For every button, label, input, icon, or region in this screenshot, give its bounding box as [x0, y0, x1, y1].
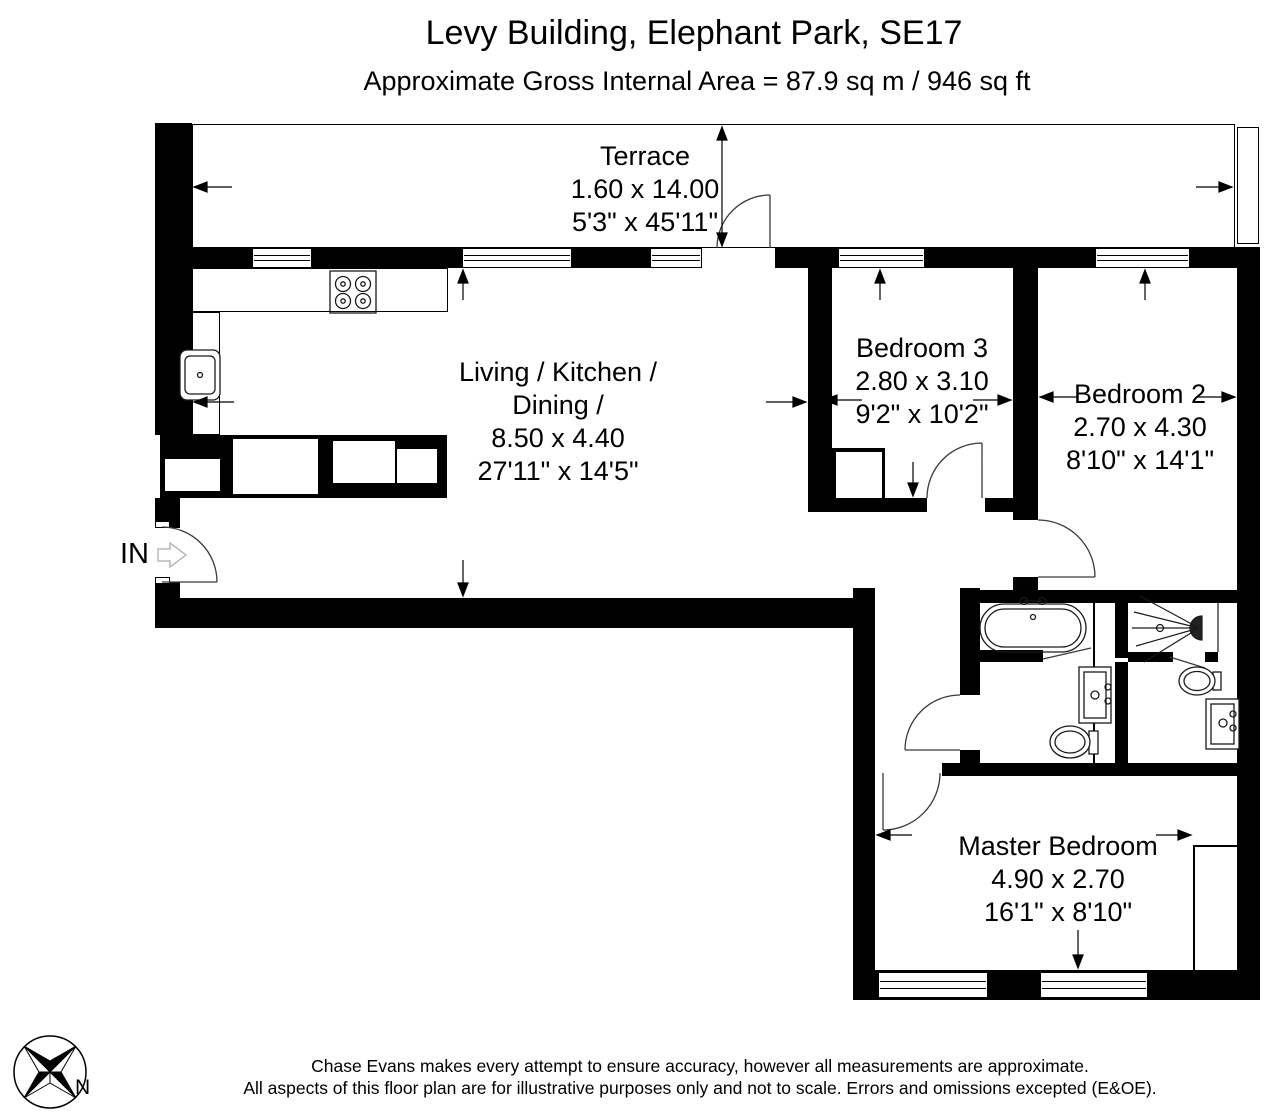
room-name: Living / Kitchen /: [458, 357, 658, 387]
room-name: Terrace: [599, 141, 691, 171]
room-name: Bedroom 2: [1073, 379, 1207, 409]
page-subtitle: Approximate Gross Internal Area = 87.9 sq m / 946 sq ft: [363, 66, 1031, 96]
entry-arrow-icon: [158, 543, 186, 567]
terrace-door-arc: [717, 195, 770, 248]
bedroom3-door-arc: [927, 443, 982, 498]
room-name: Dining /: [512, 390, 604, 420]
ensuite-door-leaf: [1170, 657, 1205, 668]
bedroom3-label: [855, 332, 989, 431]
room-imperial: 9'2" x 10'2": [855, 399, 989, 429]
shower-icon: [1132, 596, 1218, 662]
living-label: [459, 356, 657, 488]
room-metric: 4.90 x 2.70: [991, 864, 1125, 894]
room-metric: 1.60 x 14.00: [570, 174, 720, 204]
toilet-icon: [1050, 726, 1098, 758]
room-metric: 2.70 x 4.30: [1073, 412, 1207, 442]
room-imperial: 5'3" x 45'11": [571, 207, 719, 237]
room-name: Bedroom 3: [855, 333, 989, 363]
kitchen-sink-icon: [180, 350, 220, 400]
master-door-arc: [883, 773, 940, 830]
bathroom-door-arc: [905, 695, 960, 750]
entrance-label: IN: [120, 538, 149, 570]
toilet-icon: [1179, 667, 1221, 695]
bedroom2-door-arc: [1038, 520, 1095, 577]
master-bedroom-label: [958, 830, 1158, 929]
ensuite-basin-icon: [1206, 699, 1239, 749]
room-name: Master Bedroom: [958, 831, 1158, 861]
bathroom-basin-icon: [1079, 667, 1111, 723]
room-imperial: 27'11" x 14'5": [477, 456, 639, 486]
page-title: Levy Building, Elephant Park, SE17: [425, 14, 963, 52]
compass-north-label: N: [75, 1076, 91, 1099]
bathroom-inner-door-leaf: [1043, 648, 1091, 659]
room-imperial: 16'1" x 8'10": [983, 897, 1133, 927]
room-imperial: 8'10" x 14'1": [1065, 445, 1215, 475]
room-metric: 2.80 x 3.10: [855, 366, 989, 396]
disclaimer-line-1: Chase Evans makes every attempt to ensure accuracy, however all measurements are approximate.: [311, 1056, 1089, 1076]
disclaimer-line-2: All aspects of this floor plan are for illustrative purposes only and not to scale. Errors and omissions excepted (E&OE).: [243, 1078, 1157, 1098]
hob-icon: [330, 271, 376, 313]
terrace-label: [571, 140, 720, 239]
room-metric: 8.50 x 4.40: [491, 423, 625, 453]
bedroom2-label: [1066, 378, 1214, 477]
bathtub-icon: [980, 598, 1086, 653]
